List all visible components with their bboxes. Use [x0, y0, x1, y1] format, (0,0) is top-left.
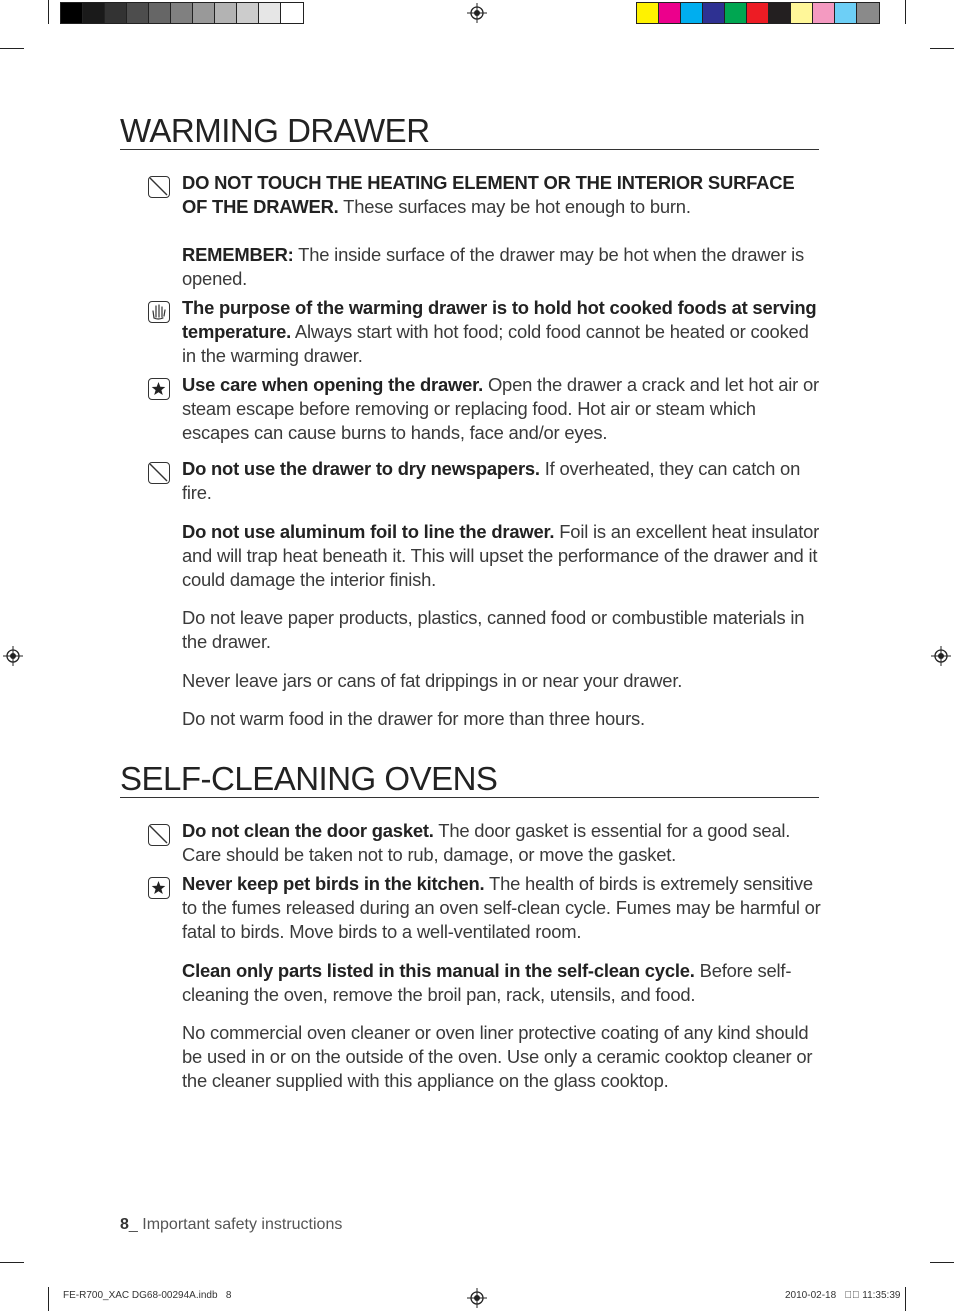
color-swatch	[127, 3, 149, 23]
purpose-paragraph	[182, 296, 822, 368]
color-swatch	[681, 3, 703, 23]
star-note-icon	[148, 877, 170, 899]
care-paragraph	[182, 373, 822, 445]
gasket-text: The door gasket is essential for a good seal. Care should be taken not to rub, damage, or move the gasket.	[182, 820, 791, 865]
color-swatch	[747, 3, 769, 23]
remember-bold: REMEMBER:	[182, 244, 294, 265]
newspaper-bold: Do not use the drawer to dry newspapers.	[182, 458, 540, 479]
slug-timestamp: 2010-02-18 ￿￿ 11:35:39	[785, 1290, 901, 1301]
registration-mark-icon	[3, 646, 23, 666]
cleaner-paragraph: No commercial oven cleaner or oven liner protective coating of any kind should be used in or on the outside of the oven. Use only a ceramic cooktop cleaner or the cleaner supplied with this appliance on the glass cooktop.	[182, 1022, 813, 1091]
crop-mark	[930, 48, 954, 49]
page-label: _ Important safety instructions	[128, 1216, 343, 1233]
crop-mark	[48, 1287, 49, 1311]
color-swatch	[83, 3, 105, 23]
crop-mark	[0, 48, 24, 49]
crop-mark	[48, 0, 49, 24]
foil-text: Foil is an excellent heat insulator and will trap heat beneath it. This will upset the performance of the drawer and it could damage the interior finish.	[182, 521, 820, 590]
clean-parts-text: Before self-cleaning the oven, remove the broil pan, rack, utensils, and food.	[182, 960, 792, 1005]
color-swatch	[835, 3, 857, 23]
color-swatch	[659, 3, 681, 23]
color-swatch	[791, 3, 813, 23]
paper-products-paragraph: Do not leave paper products, plastics, canned food or combustible materials in the drawer.	[182, 607, 805, 652]
registration-mark-icon	[931, 646, 951, 666]
three-hours-paragraph: Do not warm food in the drawer for more than three hours.	[182, 708, 645, 729]
grayscale-color-bar	[60, 2, 304, 24]
process-color-bar	[636, 2, 880, 24]
newspaper-paragraph	[182, 457, 822, 505]
color-swatch	[61, 3, 83, 23]
warning-paragraph	[182, 171, 822, 219]
foil-paragraph	[182, 520, 822, 592]
jars-paragraph: Never leave jars or cans of fat drippings in or near your drawer.	[182, 670, 683, 691]
page-footer	[120, 1216, 342, 1234]
crop-mark	[905, 1287, 906, 1311]
birds-text: The health of birds is extremely sensitive to the fumes released during an oven self-clean cycle. Fumes may be harmful or fatal to birds. Move birds to a well-ventilated room.	[182, 873, 821, 942]
color-swatch	[769, 3, 791, 23]
prohibited-icon	[148, 176, 170, 198]
color-swatch	[725, 3, 747, 23]
registration-mark-icon	[467, 1288, 487, 1308]
foil-bold: Do not use aluminum foil to line the drawer.	[182, 521, 555, 542]
section-title-self-cleaning-ovens: SELF-CLEANING OVENS	[120, 762, 819, 798]
clean-parts-bold: Clean only parts listed in this manual in the self-clean cycle.	[182, 960, 695, 981]
color-swatch	[813, 3, 835, 23]
color-swatch	[215, 3, 237, 23]
star-note-icon	[148, 378, 170, 400]
slug-file-info: FE-R700_XAC DG68-00294A.indb 8	[63, 1290, 232, 1301]
remember-text: The inside surface of the drawer may be hot when the drawer is opened.	[182, 244, 805, 289]
newspaper-text: If overheated, they can catch on fire.	[182, 458, 801, 503]
birds-bold: Never keep pet birds in the kitchen.	[182, 873, 485, 894]
color-swatch	[237, 3, 259, 23]
prohibited-icon	[148, 824, 170, 846]
purpose-bold: The purpose of the warming drawer is to hold hot cooked foods at serving temperature.	[182, 297, 817, 342]
remember-paragraph	[182, 243, 822, 291]
crop-mark	[930, 1262, 954, 1263]
clean-parts-paragraph	[182, 959, 822, 1007]
color-swatch	[857, 3, 879, 23]
gasket-bold: Do not clean the door gasket.	[182, 820, 434, 841]
color-swatch	[149, 3, 171, 23]
warning-text: These surfaces may be hot enough to burn.	[338, 196, 691, 217]
page-number: 8	[120, 1216, 129, 1233]
crop-mark	[0, 1262, 24, 1263]
color-swatch	[259, 3, 281, 23]
color-swatch	[703, 3, 725, 23]
color-swatch	[637, 3, 659, 23]
color-swatch	[193, 3, 215, 23]
prohibited-icon	[148, 462, 170, 484]
birds-paragraph	[182, 872, 822, 944]
registration-mark-icon	[467, 3, 487, 23]
crop-mark	[905, 0, 906, 24]
section-title-warming-drawer: WARMING DRAWER	[120, 114, 819, 150]
color-swatch	[171, 3, 193, 23]
gasket-paragraph	[182, 819, 822, 867]
color-swatch	[105, 3, 127, 23]
purpose-text: Always start with hot food; cold food cannot be heated or cooked in the warming drawer.	[182, 321, 809, 366]
care-text: Open the drawer a crack and let hot air or steam escape before removing or replacing food. Hot air or steam which escapes can cause burns to hands, face and/or eyes.	[182, 374, 819, 443]
hand-icon	[148, 301, 170, 323]
warning-bold: DO NOT TOUCH THE HEATING ELEMENT OR THE INTERIOR SURFACE OF THE DRAWER.	[182, 172, 795, 217]
care-bold: Use care when opening the drawer.	[182, 374, 484, 395]
color-swatch	[281, 3, 303, 23]
